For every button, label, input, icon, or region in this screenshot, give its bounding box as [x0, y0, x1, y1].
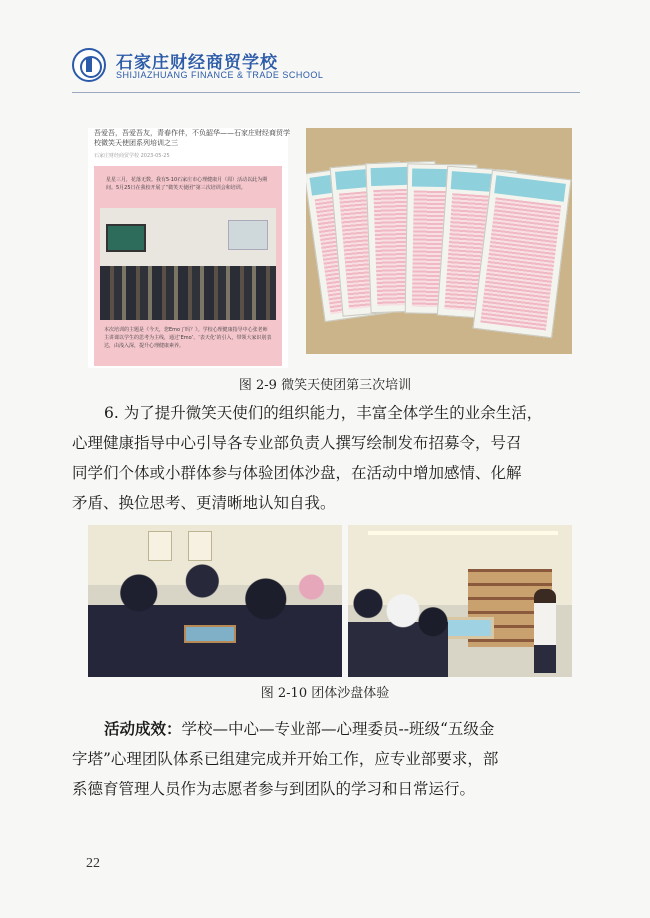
paragraph-results	[72, 714, 580, 804]
paragraph-line: 心理健康指导中心引导各专业部负责人撰写绘制发布招募令，号召	[72, 434, 522, 452]
paragraph-text: 学校—中心—专业部—心理委员--班级“五级金	[181, 720, 495, 738]
header-divider	[72, 92, 580, 93]
figure-caption: 图 2-9 微笑天使团第三次培训	[238, 378, 412, 393]
school-name-cn: 石家庄财经商贸学校	[116, 53, 278, 73]
paragraph-line	[72, 714, 580, 744]
school-name-en: SHIJIAZHUANG FINANCE & TRADE SCHOOL	[116, 70, 324, 80]
article-title: 吾爱吾，吾爱吾友，青春作伴，不负韶华——石家庄财经商贸学校微笑天使团系列培训之三	[94, 129, 290, 147]
sand-tray	[184, 625, 236, 643]
results-label: 活动成效：	[104, 720, 182, 738]
figure-caption: 图 2-10 团体沙盘体验	[260, 686, 390, 701]
paragraph-line: 6. 为了提升微笑天使们的组织能力，丰富全体学生的业余生活，	[104, 404, 543, 422]
students-group	[88, 557, 342, 677]
article-meta: 石家庄财经商贸学校 2023-05-25	[94, 153, 170, 159]
students-group	[100, 266, 276, 320]
article-screenshot	[88, 128, 288, 368]
sandplay-photo-right	[348, 525, 572, 677]
page-header	[72, 46, 592, 90]
paragraph-line: 字塔”心理团队体系已组建完成并开始工作，应专业部要求，部	[72, 750, 499, 768]
students-group	[348, 585, 448, 677]
teacher-figure	[534, 589, 556, 673]
article-card	[94, 166, 282, 366]
article-intro-text: 星星三月，花落无数。我有5·10石家庄市心理健康月（周）活动以此为期间。5月25日在我校开展了“微笑天使团”第三次培训会和培训。	[106, 177, 268, 191]
projector-screen	[106, 224, 146, 252]
paragraph-recruitment	[72, 398, 580, 518]
paragraph-line: 同学们个体或小群体参与体验团体沙盘，在活动中增加感情、化解	[72, 464, 522, 482]
sandplay-photo-left	[88, 525, 342, 677]
paragraph-line: 系德育管理人员作为志愿者参与到团队的学习和日常运行。	[72, 780, 476, 798]
brochures-photo	[306, 128, 572, 354]
article-body-text: 本次培训的主题是《今天，您Emo了吗？》。学校心理健康指导中心张老师主讲课以学生的思考为主线，通过‘Emo’、‘表天化’的引入，带领大家识别表达，由浅入深，提升心理健康素养。	[104, 327, 272, 349]
paragraph-line: 矛盾、换位思考、更清晰地认知自我。	[72, 494, 336, 512]
page-number: 22	[86, 856, 100, 871]
school-logo-icon	[72, 48, 106, 82]
training-classroom-photo	[100, 208, 276, 320]
